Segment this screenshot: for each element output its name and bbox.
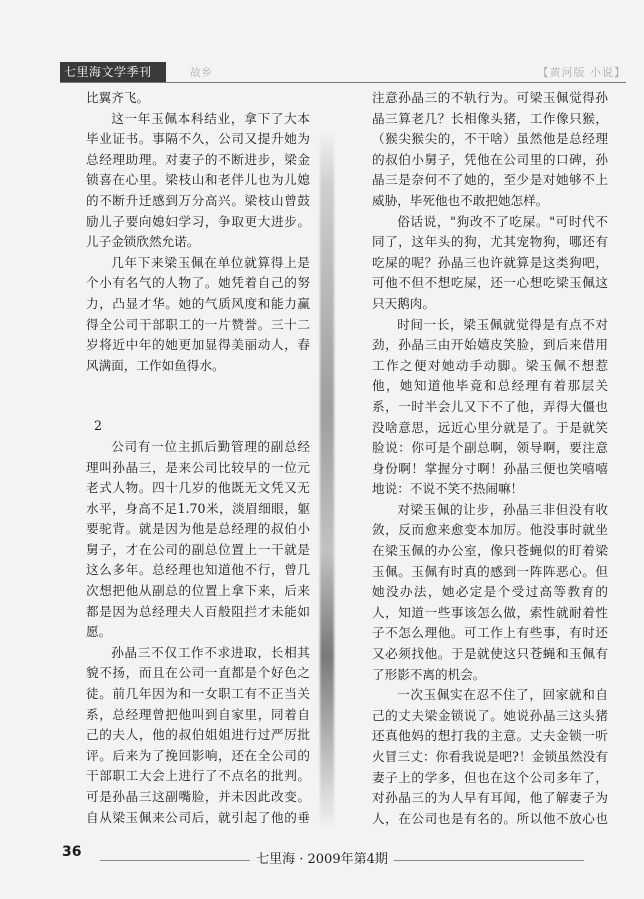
paragraph: 注意孙晶三的不轨行为。可梁玉佩觉得孙晶三算老几？长相像头猪，工作像只猴，（猴尖猴尖的，不干啥）虽然他是总经理的叔伯小舅子，凭他在公司里的口碑，孙晶三是奈何不了她的，至少是对她够不上威胁，毕死他也不敢把她怎样。: [372, 90, 608, 208]
paragraph: 比翼齐飞。: [86, 90, 149, 105]
paragraph: 一次玉佩实在忍不住了，回家就和自己的丈夫梁金锁说了。她说孙晶三这头猪还真他妈的想打我的主意。丈夫金锁一听火冒三丈：你看我说是吧?！金锁虽然没有妻子上的学多，但也在这个公司多年了，对孙晶三的为人早有耳闻，他了解妻子为人，在公司也是有名的。所以他不放心也: [372, 687, 608, 826]
page-number: 36: [62, 844, 82, 860]
section-tag: 【黄河版 小说】: [537, 66, 626, 79]
paragraph: 对梁玉佩的让步，孙晶三非但没有收敛，反而愈来愈变本加厉。他没事时就坐在梁玉佩的办公室，像只苍蝇似的盯着梁玉佩。玉佩有时真的感到一阵阵恶心。但她没办法，她必定是个受过高等教育的人，知道一些事该怎么做，索性就耐着性子不怎么理他。可工作上有些事，有时还又必须找他。于是就使这只苍蝇和玉佩有了形影不离的机会。: [372, 501, 608, 682]
paragraph-gap: [86, 376, 310, 416]
journal-issue: 七里海 · 2009年第4期: [250, 852, 394, 867]
right-column: [372, 88, 608, 828]
paragraph: 几年下来梁玉佩在单位就算得上是个小有名气的人物了。她凭着自己的努力，凸显才华。她的气质风度和能力赢得全公司干部职工的一片赞誉。三十二岁将近中年的她更加显得美丽动人，春风满面，工作如鱼得水。: [86, 254, 310, 373]
paragraph: 这一年玉佩本科结业，拿下了大本毕业证书。事隔不久，公司又提升她为总经理助理。对妻子的不断进步，梁金锁喜在心里。梁枝山和老伴儿也为儿媳的不断升迁感到万分高兴。梁枝山曾鼓励儿子要向媳妇学习，争取更大进步。儿子金锁欣然允诺。: [86, 110, 310, 250]
column-divider-decoration: [320, 130, 334, 830]
left-column: [86, 88, 310, 828]
footer: [0, 848, 644, 867]
paragraph: 俗话说，"狗改不了吃屎。"可时代不同了，这年头的狗，尤其宠物狗，哪还有吃屎的呢？孙晶三也许就算是这类狗吧，可他不但不想吃屎，还一心想吃梁玉佩这只天鹅肉。: [372, 213, 608, 311]
magazine-tab: 七里海文学季刊: [60, 62, 166, 82]
paragraph: 时间一长，梁玉佩就觉得是有点不对劲，孙晶三由开始嬉皮笑脸，到后来借用工作之便对她动手动脚。梁玉佩不想惹他，她知道他毕竟和总经理有着那层关系，一时半会儿又下不了他，弄得大僵也没啥意思，远近心里分就是了。于是就笑脸说：你可是个副总啊，领导啊，要注意身份啊！掌握分寸啊！孙晶三便也笑嘻嘻地说：不说不笑不热闹嘛！: [372, 316, 608, 497]
section-number: 2: [94, 418, 103, 434]
page-header: [60, 62, 626, 83]
paragraph: 公司有一位主抓后勤管理的副总经理叫孙晶三，是来公司比较早的一位元老式人物。四十几岁的他既无文凭又无水平，身高不足1.70米，淡眉细眼，躯要驼背。就是因为他是总经理的叔伯小舅子，才在公司的副总位置上一干就是这么多年。总经理也知道他不行，曾几次想把他从副总的位置上拿下来，后来都是因为总经理夫人百般阻拦才未能如愿。: [86, 438, 310, 640]
paragraph: 孙晶三不仅工作不求进取，长相其貌不扬，而且在公司一直都是个好色之徒。前几年因为和一女职工有不正当关系，总经理曾把他叫到自家里，同着自己的夫人，他的叔伯姐姐进行过严厉批评。后来为了挽回影响，还在全公司的干部职工大会上进行了不点名的批判。可是孙晶三这副嘴脸，并未因此改变。自从梁玉佩来公司后，就引起了他的垂: [86, 644, 310, 825]
header-faded-text: 故乡: [190, 66, 212, 79]
